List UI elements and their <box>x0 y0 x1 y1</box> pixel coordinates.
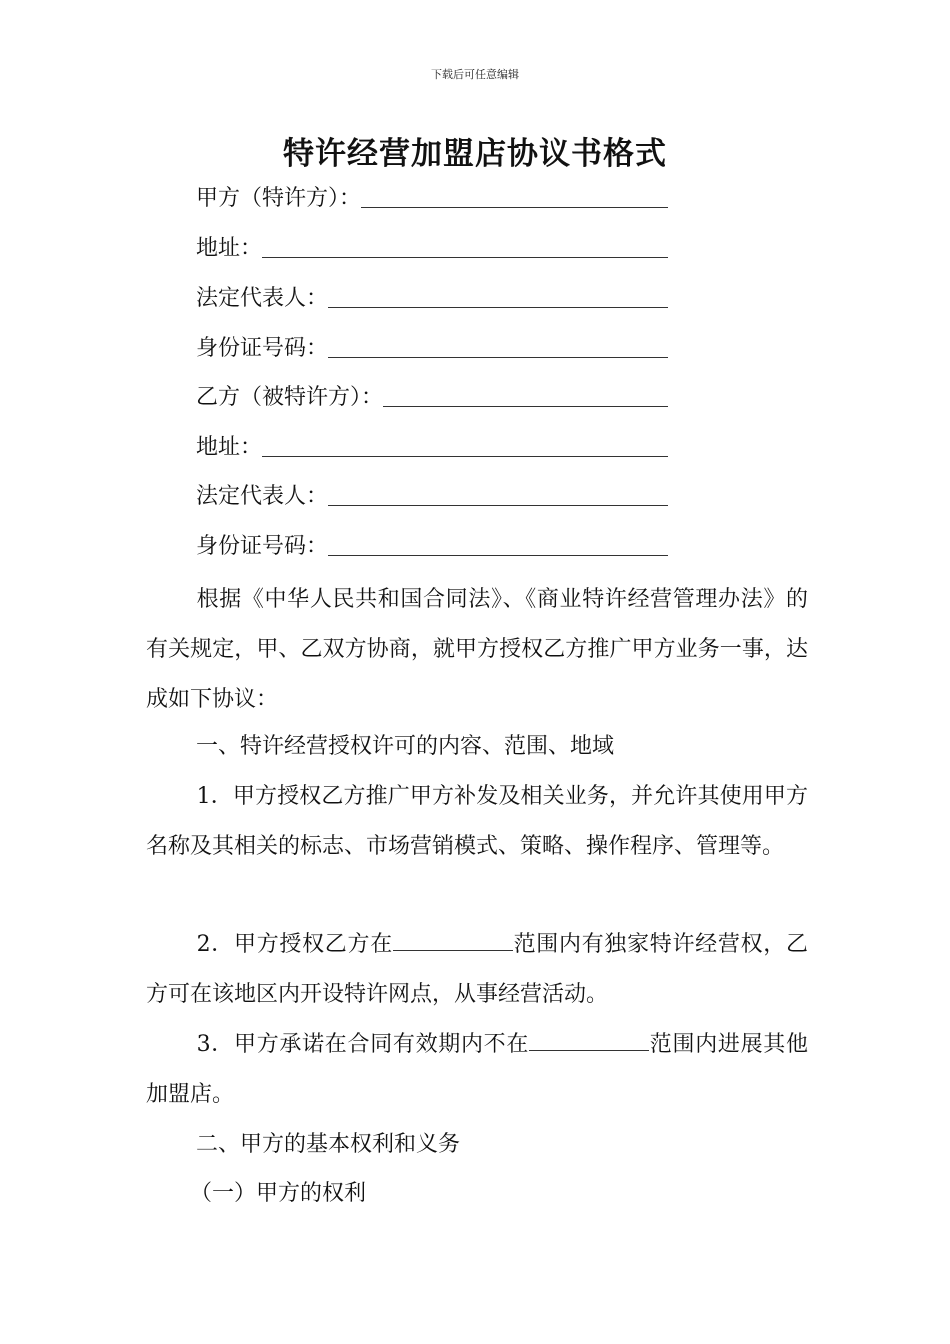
clause-1: 1．甲方授权乙方推广甲方补发及相关业务，并允许其使用甲方名称及其相关的标志、市场营销模式、策略、操作程序、管理等。 <box>146 784 808 859</box>
party-b-id-field <box>196 530 668 564</box>
party-b-rep-label: 法定代表人： <box>196 484 329 509</box>
party-b-address-blank <box>262 456 668 457</box>
clause-3-text-after: 范围内进展其他加盟店。 <box>146 1032 808 1107</box>
party-a-id-blank <box>328 357 668 358</box>
clause-2-blank <box>393 930 513 951</box>
party-a-address-blank <box>262 257 668 258</box>
party-a-name-label: 甲方（特许方）： <box>196 186 362 211</box>
party-a-address-field <box>196 232 668 266</box>
party-b-name-label: 乙方（被特许方）： <box>196 385 384 410</box>
party-b-name-blank <box>383 406 668 407</box>
header-note: 下载后可任意编辑 <box>431 68 519 81</box>
party-b-address-label: 地址： <box>196 435 263 460</box>
clause-3-text-before: 3．甲方承诺在合同有效期内不在 <box>196 1032 530 1057</box>
party-b-id-blank <box>328 555 668 556</box>
party-b-id-label: 身份证号码： <box>196 534 329 559</box>
subsection-1-heading: （一）甲方的权利 <box>190 1181 367 1206</box>
party-a-rep-blank <box>328 307 668 308</box>
clause-3 <box>146 1020 808 1120</box>
section-1-heading: 一、特许经营授权许可的内容、范围、地域 <box>196 734 615 759</box>
party-a-id-field <box>196 332 668 366</box>
document-title: 特许经营加盟店协议书格式 <box>283 136 667 172</box>
clause-2 <box>146 920 808 1020</box>
intro-paragraph: 根据《中华人民共和国合同法》、《商业特许经营管理办法》的有关规定，甲、乙双方协商，就甲方授权乙方推广甲方业务一事，达成如下协议： <box>146 587 808 712</box>
clause-2-text-before: 2．甲方授权乙方在 <box>196 932 393 957</box>
party-b-name-field <box>196 381 668 415</box>
party-a-id-label: 身份证号码： <box>196 336 329 361</box>
clause-2-text-after: 范围内有独家特许经营权，乙方可在该地区内开设特许网点，从事经营活动。 <box>146 932 808 1007</box>
party-a-address-label: 地址： <box>196 236 263 261</box>
clause-3-blank <box>529 1030 649 1051</box>
party-a-name-blank <box>361 207 668 208</box>
party-a-rep-field <box>196 282 668 316</box>
section-2-heading: 二、甲方的基本权利和义务 <box>196 1132 461 1157</box>
party-a-name-field <box>196 182 668 216</box>
party-b-address-field <box>196 431 668 465</box>
party-b-rep-blank <box>328 505 668 506</box>
party-b-rep-field <box>196 480 668 514</box>
party-a-rep-label: 法定代表人： <box>196 286 329 311</box>
